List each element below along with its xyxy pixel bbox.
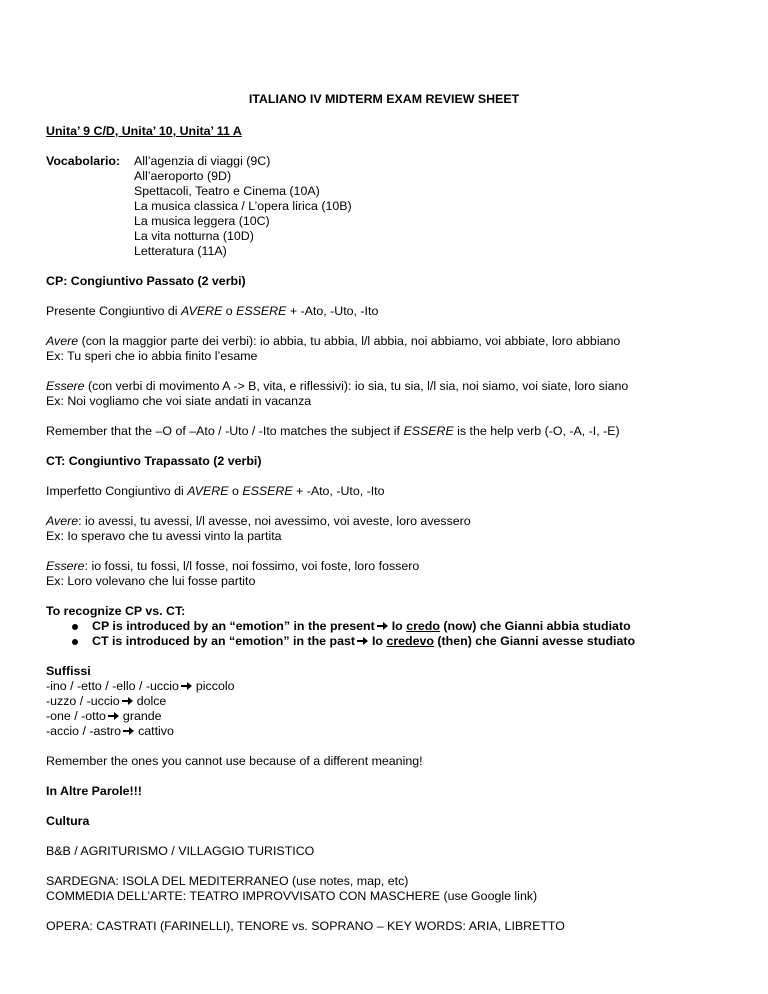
vocab-item: La vita notturna (10D) xyxy=(134,229,254,243)
arrow-right-icon xyxy=(108,711,120,721)
suffix-row: -one / -otto grande xyxy=(46,709,162,723)
cp-avere-example: Ex: Tu speri che io abbia finito l’esame xyxy=(46,349,258,363)
arrow-right-icon xyxy=(181,681,193,691)
arrow-right-icon xyxy=(123,726,135,736)
suffissi-remember-note: Remember the ones you cannot use because of a different meaning! xyxy=(46,754,423,768)
vocab-item: Letteratura (11A) xyxy=(134,244,227,258)
recognize-bullet-cp: CP is introduced by an “emotion” in the present Io credo (now) che Gianni abbia studiato xyxy=(92,619,631,633)
cultura-line: B&B / AGRITURISMO / VILLAGGIO TURISTICO xyxy=(46,844,315,858)
units-heading: Unita’ 9 C/D, Unita’ 10, Unita’ 11 A xyxy=(46,124,242,138)
vocab-item: All’aeroporto (9D) xyxy=(134,169,232,183)
recognize-heading: To recognize CP vs. CT: xyxy=(46,604,186,618)
suffix-row: -accio / -astro cattivo xyxy=(46,724,174,738)
arrow-right-icon xyxy=(377,621,389,631)
suffissi-heading: Suffissi xyxy=(46,664,91,678)
vocab-item: La musica classica / L’opera lirica (10B) xyxy=(134,199,352,213)
recognize-bullet-ct: CT is introduced by an “emotion” in the past Io credevo (then) che Gianni avesse studiato xyxy=(92,634,636,648)
cultura-line: OPERA: CASTRATI (FARINELLI), TENORE vs. SOPRANO – KEY WORDS: ARIA, LIBRETTO xyxy=(46,919,565,933)
arrow-right-icon xyxy=(357,636,369,646)
ct-essere-example: Ex: Loro volevano che lui fosse partito xyxy=(46,574,256,588)
cp-essere-example: Ex: Noi vogliamo che voi siate andati in vacanza xyxy=(46,394,312,408)
cp-remember-note: Remember that the –O of –Ato / -Uto / -Ito matches the subject if ESSERE is the help verb (-O, -A, -I, -E) xyxy=(46,424,620,438)
suffix-row: -uzzo / -uccio dolce xyxy=(46,694,167,708)
bullet-marker xyxy=(72,639,78,645)
cp-formula: Presente Congiuntivo di AVERE o ESSERE + -Ato, -Uto, -Ito xyxy=(46,304,379,318)
cp-essere-conjugation: Essere (con verbi di movimento A -> B, vita, e riflessivi): io sia, tu sia, l/l sia, noi siamo, voi siate, loro siano xyxy=(46,379,629,393)
cultura-line: COMMEDIA DELL’ARTE: TEATRO IMPROVVISATO CON MASCHERE (use Google link) xyxy=(46,889,538,903)
vocab-label: Vocabolario: xyxy=(46,154,121,168)
cultura-heading: Cultura xyxy=(46,814,90,828)
altre-parole-heading: In Altre Parole!!! xyxy=(46,784,142,798)
vocab-item: Spettacoli, Teatro e Cinema (10A) xyxy=(134,184,320,198)
ct-heading: CT: Congiuntivo Trapassato (2 verbi) xyxy=(46,454,262,468)
vocab-item: All’agenzia di viaggi (9C) xyxy=(134,154,271,168)
page-title: ITALIANO IV MIDTERM EXAM REVIEW SHEET xyxy=(248,92,520,106)
arrow-right-icon xyxy=(122,696,134,706)
suffix-row: -ino / -etto / -ello / -uccio piccolo xyxy=(46,679,235,693)
bullet-marker xyxy=(72,624,78,630)
ct-formula: Imperfetto Congiuntivo di AVERE o ESSERE + -Ato, -Uto, -Ito xyxy=(46,484,385,498)
ct-essere-conjugation: Essere: io fossi, tu fossi, l/l fosse, noi fossimo, voi foste, loro fossero xyxy=(46,559,420,573)
ct-avere-conjugation: Avere: io avessi, tu avessi, l/l avesse, noi avessimo, voi aveste, loro avessero xyxy=(46,514,471,528)
vocab-item: La musica leggera (10C) xyxy=(134,214,270,228)
cultura-line: SARDEGNA: ISOLA DEL MEDITERRANEO (use notes, map, etc) xyxy=(46,874,409,888)
cp-heading: CP: Congiuntivo Passato (2 verbi) xyxy=(46,274,246,288)
cp-avere-conjugation: Avere (con la maggior parte dei verbi): io abbia, tu abbia, l/l abbia, noi abbiamo, voi abbiate, loro abbiano xyxy=(46,334,621,348)
ct-avere-example: Ex: Io speravo che tu avessi vinto la partita xyxy=(46,529,282,543)
